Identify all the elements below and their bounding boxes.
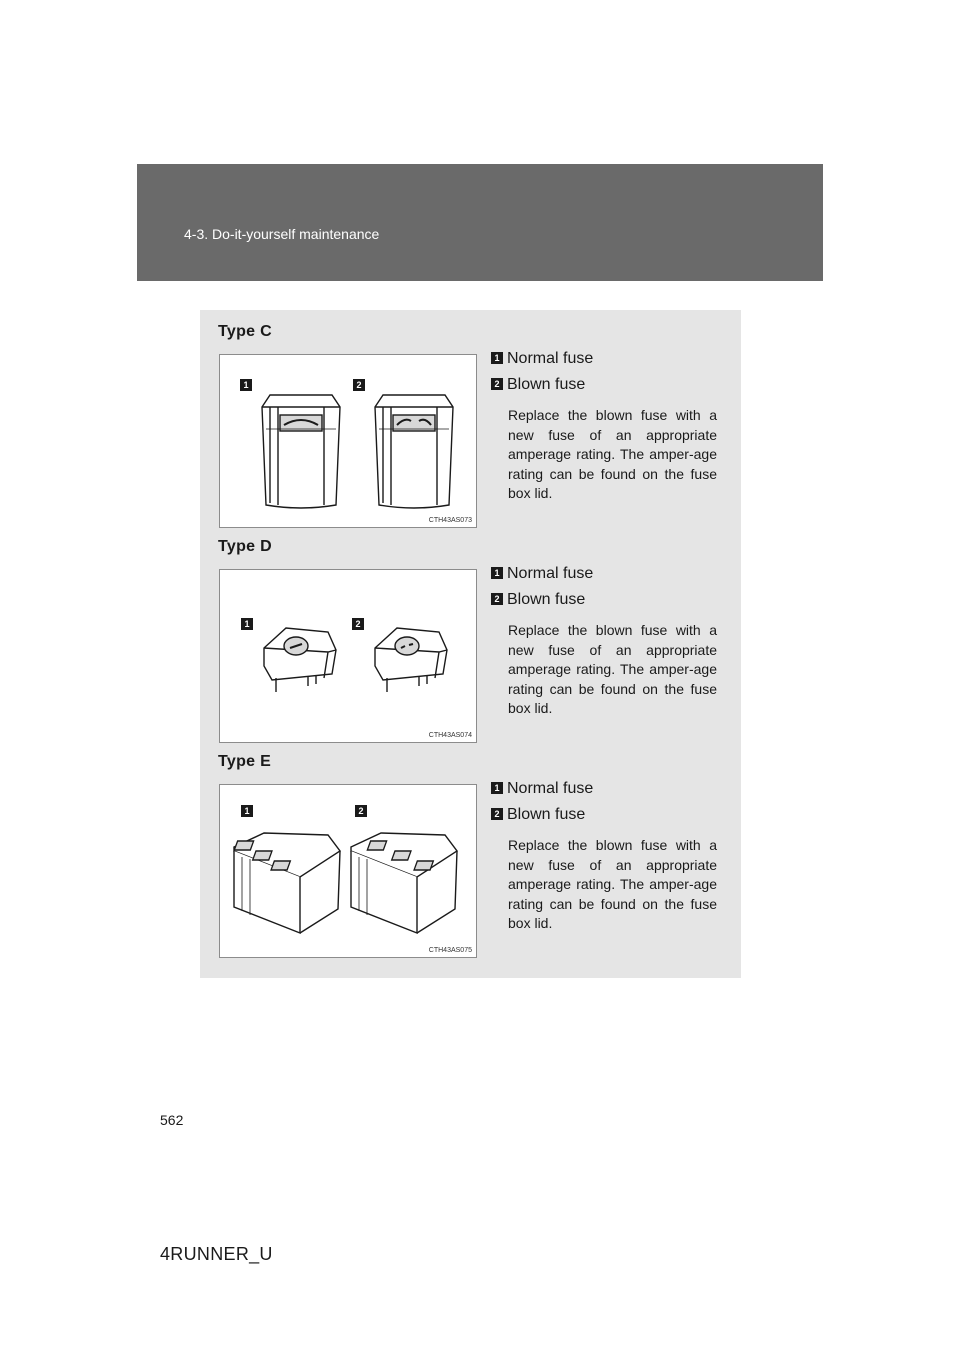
page-number: 562: [160, 1112, 184, 1128]
figure-badge-2: 2: [355, 805, 367, 817]
figure-code: CTH43AS075: [428, 947, 472, 954]
header-band: [137, 164, 823, 281]
legend-label: Normal fuse: [507, 780, 594, 797]
number-badge: 1: [491, 352, 503, 364]
legend-label: Normal fuse: [507, 565, 594, 582]
figure-badge-2: 2: [352, 618, 364, 630]
number-badge: 2: [491, 378, 503, 390]
document-id: 4RUNNER_U: [160, 1244, 273, 1264]
type-d-heading: Type D: [218, 538, 272, 555]
type-c-figure: [219, 354, 477, 528]
type-e-figure: [219, 784, 477, 958]
legend-label: Blown fuse: [507, 806, 586, 823]
number-badge: 2: [491, 808, 503, 820]
number-badge: 2: [491, 593, 503, 605]
replacement-instructions: Replace the blown fuse with a new fuse of an appropriate amperage rating. The amper-age rating can be found on the fuse box lid.: [508, 407, 717, 501]
figure-code: CTH43AS073: [428, 517, 472, 524]
cartridge-fuse-illustration: [220, 355, 476, 527]
large-fuse-illustration: [220, 785, 476, 957]
figure-code: CTH43AS074: [428, 732, 472, 739]
legend-label: Blown fuse: [507, 591, 586, 608]
replacement-instructions: Replace the blown fuse with a new fuse of an appropriate amperage rating. The amper-age rating can be found on the fuse box lid.: [508, 837, 717, 931]
section-title: 4-3. Do-it-yourself maintenance: [184, 226, 380, 242]
legend-label: Blown fuse: [507, 376, 586, 393]
figure-badge-1: 1: [240, 379, 252, 391]
type-c-heading: Type C: [218, 323, 272, 340]
figure-badge-1: 1: [241, 618, 253, 630]
type-e-heading: Type E: [218, 753, 272, 770]
square-fuse-illustration: [220, 570, 476, 742]
replacement-instructions: Replace the blown fuse with a new fuse of an appropriate amperage rating. The amper-age rating can be found on the fuse box lid.: [508, 622, 717, 716]
figure-badge-1: 1: [241, 805, 253, 817]
type-d-figure: [219, 569, 477, 743]
legend-label: Normal fuse: [507, 350, 594, 367]
figure-badge-2: 2: [353, 379, 365, 391]
fuse-types-panel: [200, 310, 741, 978]
number-badge: 1: [491, 567, 503, 579]
number-badge: 1: [491, 782, 503, 794]
